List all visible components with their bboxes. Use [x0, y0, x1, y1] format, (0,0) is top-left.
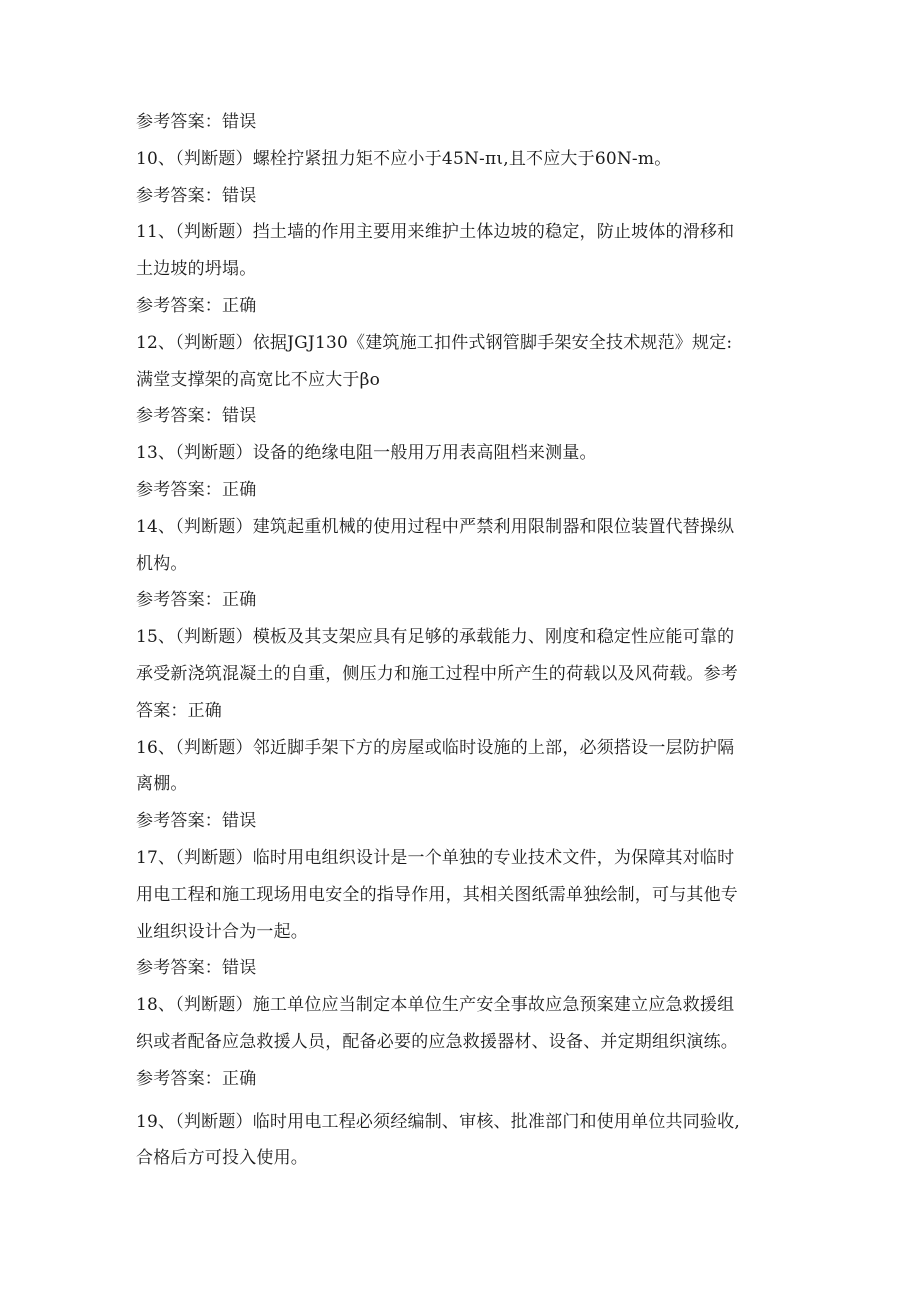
question-13-line: 13、（判断题）设备的绝缘电阻一般用万用表高阻档来测量。	[136, 443, 597, 464]
question-18-line: 织或者配备应急救援人员，配备必要的应急救援器材、设备、并定期组织演练。	[136, 1031, 738, 1052]
answer-line: 参考答案：错误	[136, 406, 257, 427]
answer-line: 参考答案：正确	[136, 1068, 257, 1089]
question-15-line: 15、（判断题）模板及其支架应具有足够的承载能力、刚度和稳定性应能可靠的	[136, 627, 735, 648]
question-14-line: 14、（判断题）建筑起重机械的使用过程中严禁利用限制器和限位装置代替操纵	[136, 516, 735, 537]
answer-line: 参考答案：正确	[136, 479, 257, 500]
question-19-line: 合格后方可投入使用。	[136, 1148, 308, 1169]
question-14-line: 机构。	[136, 553, 188, 574]
question-10-line: 10、（判断题）螺栓拧紧扭力矩不应小于45N-πι,且不应大于60N-m。	[136, 148, 672, 169]
question-11-line: 11、（判断题）挡土墙的作用主要用来维护土体边坡的稳定，防止坡体的滑移和	[136, 222, 735, 243]
question-19-line: 19、（判断题）临时用电工程必须经编制、审核、批准部门和使用单位共同验收,	[136, 1111, 740, 1132]
question-12-line: 12、（判断题）依据JGJ130《建筑施工扣件式钢管脚手架安全技术规范》规定:	[136, 332, 733, 353]
answer-line: 答案：正确	[136, 700, 222, 721]
question-16-line: 16、（判断题）邻近脚手架下方的房屋或临时设施的上部，必须搭设一层防护隔	[136, 737, 735, 758]
answer-line: 参考答案：正确	[136, 590, 257, 611]
answer-line: 参考答案：错误	[136, 112, 257, 132]
answer-line: 参考答案：正确	[136, 295, 257, 316]
question-17-line: 业组织设计合为一起。	[136, 921, 308, 942]
question-17-line: 17、（判断题）临时用电组织设计是一个单独的专业技术文件，为保障其对临时	[136, 847, 735, 868]
answer-line: 参考答案：错误	[136, 185, 257, 206]
question-17-line: 用电工程和施工现场用电安全的指导作用，其相关图纸需单独绘制，可与其他专	[136, 884, 738, 905]
answer-line: 参考答案：错误	[136, 811, 257, 832]
question-11-line: 土边坡的坍塌。	[136, 259, 257, 280]
question-15-line: 承受新浇筑混凝土的自重，侧压力和施工过程中所产生的荷载以及风荷载。参考	[136, 663, 738, 684]
question-12-line: 满堂支撑架的高宽比不应大于βo	[136, 369, 381, 390]
document-body	[136, 104, 804, 1177]
question-18-line: 18、（判断题）施工单位应当制定本单位生产安全事故应急预案建立应急救援组	[136, 995, 735, 1016]
question-16-line: 离棚。	[136, 774, 188, 795]
answer-line: 参考答案：错误	[136, 958, 257, 979]
